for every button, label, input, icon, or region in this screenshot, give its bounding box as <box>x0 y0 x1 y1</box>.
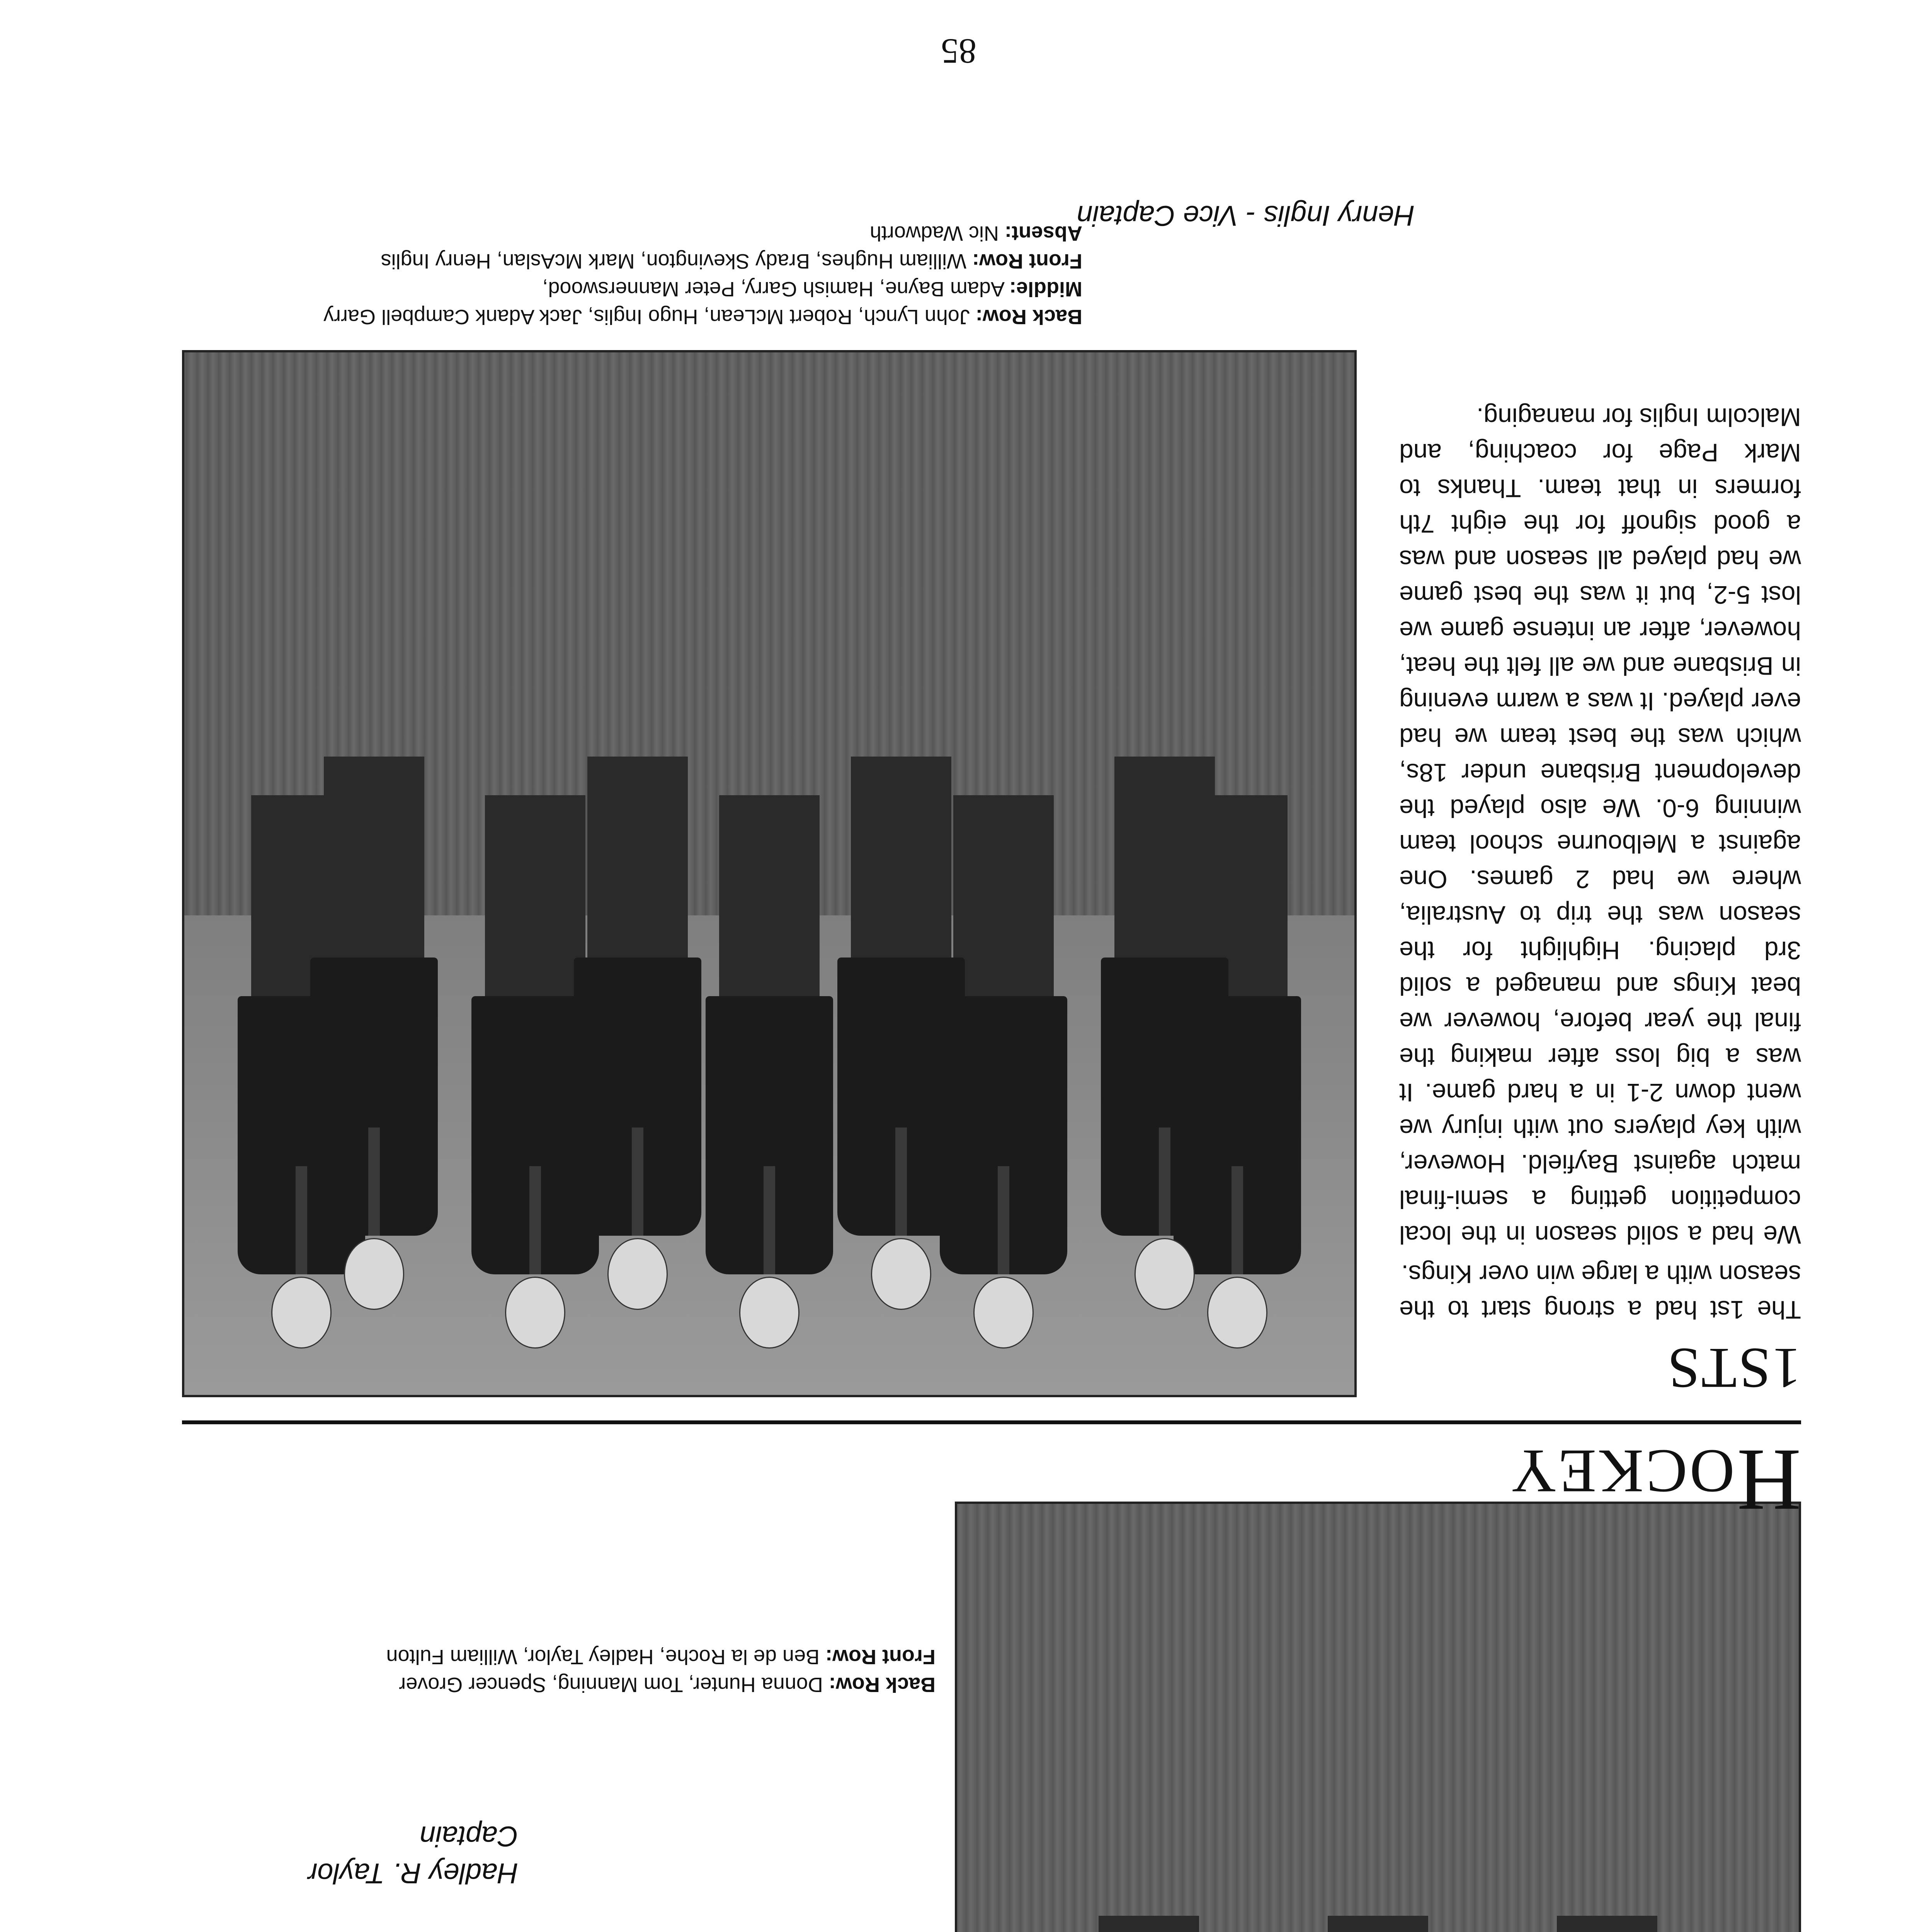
curling-caption <box>194 1643 936 1699</box>
hockey-caption <box>182 219 1082 331</box>
curling-signature-name: Hadley R. Taylor <box>308 1857 518 1889</box>
curling-signature-role: Captain <box>419 1820 518 1852</box>
caption-front-row <box>182 247 1082 275</box>
hockey-article <box>1399 400 1801 1328</box>
caption-names: John Lynch, Robert McLean, Hugo Inglis, Jack Adank Campbell Garry <box>323 305 970 328</box>
caption-absent <box>182 219 1082 247</box>
person-figure <box>1085 1916 1213 1932</box>
hockey-title: Hockey <box>1509 1431 1801 1530</box>
caption-names: Ben de la Roche, Hadley Taylor, William Fulton <box>386 1645 820 1668</box>
caption-label: Absent: <box>1005 222 1082 245</box>
person-figure <box>1543 1916 1671 1932</box>
curling-team-photo <box>955 1502 1801 1932</box>
caption-middle-row <box>182 275 1082 303</box>
hockey-team-photo <box>182 350 1357 1397</box>
person-figure <box>574 757 701 1310</box>
hockey-signature: Henry Inglis - Vice Captain <box>1077 200 1415 232</box>
section-divider <box>182 1420 1801 1424</box>
curling-signature <box>248 1818 518 1892</box>
caption-label: Back Row: <box>828 1673 936 1696</box>
person-figure <box>1314 1916 1442 1932</box>
hockey-paragraph: We had a solid season in the local competition getting a semi-final match against Bayfield. However, with key players out with injury we went down 2-1 in a hard game. It was a big loss after making the final the year before, however we beat Kings and managed a solid 3rd placing. Highlight for the season was the trip to Australia, where we had 2 games. One against a Melbourne school team winning 6-0. We also played the development Brisbane under 18s, which was the best team we had ever played. It was a warm evening in Brisbane and we all felt the heat, however, after an intense game we lost 5-2, but it was the best game we had played all season and was a good signoff for the eight 7th formers in that team. Thanks to Mark Page for coaching, and Malcolm Inglis for managing. <box>1399 403 1801 1249</box>
caption-label: Middle: <box>1009 277 1082 301</box>
hockey-subtitle: 1STS <box>1666 1336 1801 1400</box>
caption-front-row <box>194 1643 936 1671</box>
caption-names: Donna Hunter, Tom Manning, Spencer Grover <box>399 1673 823 1696</box>
caption-label: Front Row: <box>972 250 1082 273</box>
person-figure <box>310 757 438 1310</box>
caption-names: Adam Bayne, Hamish Garry, Peter Mannerswood, <box>542 277 1005 301</box>
person-figure <box>1101 757 1228 1310</box>
caption-label: Front Row: <box>825 1645 936 1668</box>
caption-back-row <box>194 1671 936 1699</box>
page-number: 85 <box>941 32 976 71</box>
caption-names: William Hughes, Brady Skevington, Mark McAslan, Henry Inglis <box>381 250 967 273</box>
person-figure <box>837 757 965 1310</box>
caption-back-row <box>182 303 1082 331</box>
hockey-paragraph: The 1st had a strong start to the season with a large win over Kings. <box>1399 1260 1801 1324</box>
caption-label: Back Row: <box>975 305 1082 328</box>
caption-names: Nic Wadworth <box>869 222 999 245</box>
